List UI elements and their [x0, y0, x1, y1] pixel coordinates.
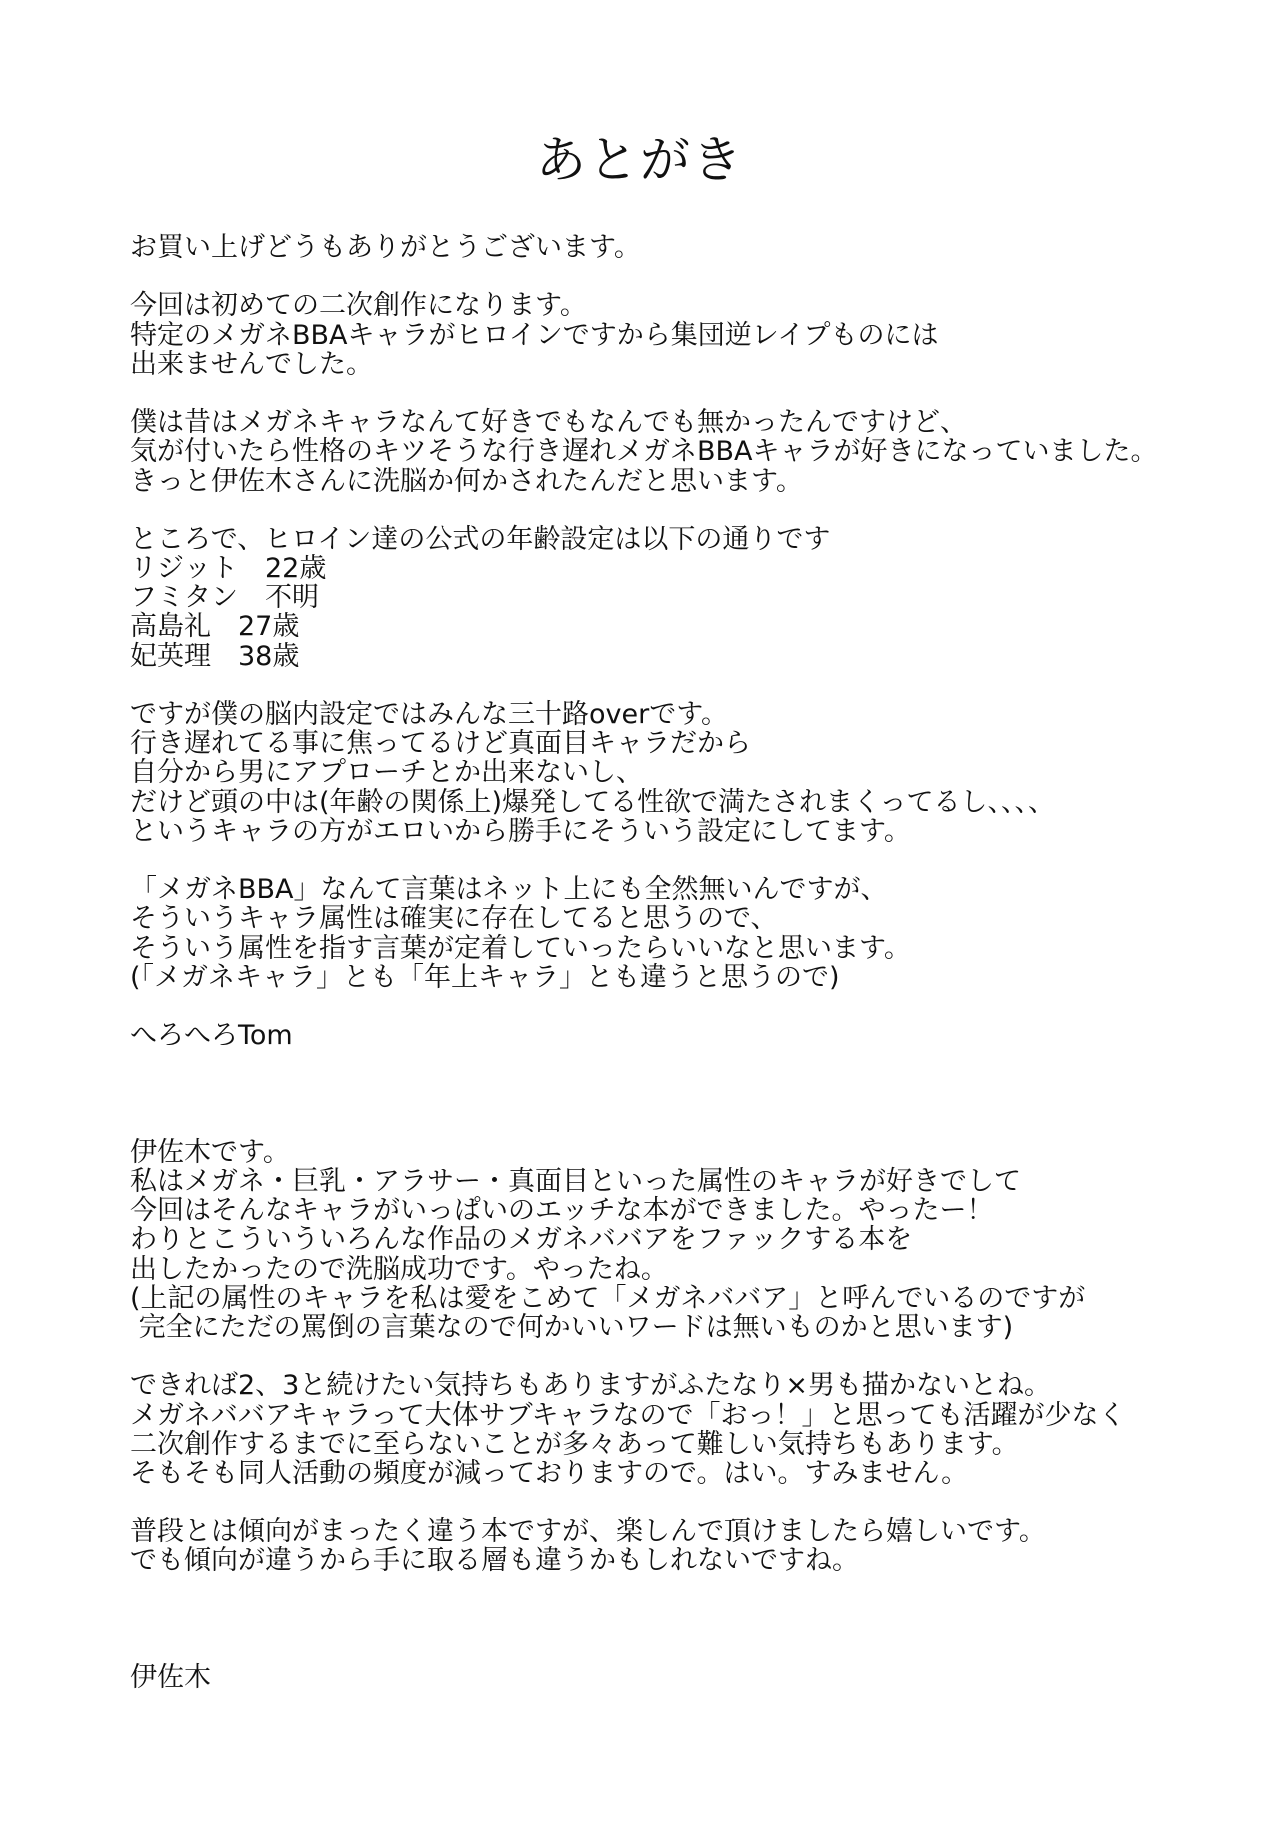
paragraph-gap: [130, 1050, 1240, 1138]
text-line: できれば2、3と続けたい気持ちもありますがふたなり×男も描かないとね。: [130, 1370, 1051, 1402]
text-line: 今回は初めての二次創作になります。: [130, 290, 587, 322]
text-line: というキャラの方がエロいから勝手にそういう設定にしてます。: [130, 815, 911, 847]
text-line: 僕は昔はメガネキャラなんて好きでもなんでも無かったんですけど、: [130, 407, 967, 439]
paragraph: [130, 233, 1240, 262]
text-line: 伊佐木です。: [130, 1136, 290, 1168]
text-line: そもそも同人活動の頻度が減っておりますので。はい。すみません。: [130, 1457, 969, 1489]
text-line: でも傾向が違うから手に取る層も違うかもしれないですね。: [130, 1545, 859, 1577]
paragraph: [130, 525, 1240, 671]
paragraph-gap: [130, 379, 1240, 408]
text-line: 特定のメガネBBAキャラがヒロインですから集団逆レイプものには: [130, 319, 939, 351]
text-line: (上記の属性のキャラを私は愛をこめて「メガネババア」と呼んでいるのですが: [130, 1282, 1086, 1314]
text-line: 普段とは傾向がまったく違う本ですが、楽しんで頂けましたら嬉しいです。: [130, 1516, 1046, 1548]
text-line: 二次創作するまでに至らないことが多々あって難しい気持ちもあります。: [130, 1428, 1019, 1460]
paragraph-gap: [130, 992, 1240, 1021]
text-line: お買い上げどうもありがとうございます。: [130, 232, 641, 263]
paragraph: [130, 700, 1240, 846]
text-line: だけど頭の中は(年齢の関係上)爆発してる性欲で満たされまくってるし、、、、: [130, 786, 1056, 818]
paragraph: [130, 1517, 1240, 1575]
text-line: 私はメガネ・巨乳・アラサー・真面目といった属性のキャラが好きでして: [130, 1166, 1021, 1198]
text-line: 自分から男にアプローチとか出来ないし、: [130, 757, 643, 789]
text-line: 高島礼 27歳: [130, 611, 300, 643]
text-line: 今回はそんなキャラがいっぱいのエッチな本ができました。やったー！: [130, 1195, 994, 1227]
text-line: メガネババアキャラって大体サブキャラなので「おっ！」と思っても活躍が少なく: [130, 1399, 1126, 1431]
text-line: ところで、ヒロイン達の公式の年齢設定は以下の通りです: [130, 523, 831, 555]
text-line: そういう属性を指す言葉が定着していったらいいなと思います。: [130, 932, 911, 964]
paragraph-gap: [130, 1576, 1240, 1664]
paragraph: [130, 1663, 1240, 1692]
text-line: わりとこういういろんな作品のメガネババアをファックする本を: [130, 1224, 913, 1256]
text-line: 出来ませんでした。: [130, 348, 373, 380]
text-line: 伊佐木: [130, 1662, 211, 1694]
text-line: (「メガネキャラ」とも「年上キャラ」とも違うと思うので): [130, 961, 840, 993]
text-line: ですが僕の脳内設定ではみんな三十路overです。: [130, 699, 729, 730]
paragraph: [130, 1371, 1240, 1488]
page-title: あとがき: [536, 131, 744, 189]
paragraph-gap: [130, 262, 1240, 291]
text-line: フミタン 不明: [130, 582, 319, 614]
paragraph: [130, 291, 1240, 379]
text-line: 完全にただの罵倒の言葉なので何かいいワードは無いものかと思います): [130, 1311, 1014, 1343]
paragraph: [130, 1138, 1240, 1342]
paragraph-gap: [130, 496, 1240, 525]
paragraph: [130, 875, 1240, 992]
text-line: 妃英理 38歳: [130, 640, 300, 672]
text-line: 気が付いたら性格のキツそうな行き遅れメガネBBAキャラが好きになっていました。: [130, 436, 1158, 468]
text-line: 出したかったので洗脳成功です。やったね。: [130, 1253, 668, 1285]
text-line: 行き遅れてる事に焦ってるけど真面目キャラだから: [130, 728, 751, 760]
paragraph: [130, 408, 1240, 496]
paragraph: [130, 1021, 1240, 1050]
afterword-body: [130, 233, 1240, 1692]
text-line: きっと伊佐木さんに洗脳か何かされたんだと思います。: [130, 465, 803, 497]
paragraph-gap: [130, 671, 1240, 700]
text-line: そういうキャラ属性は確実に存在してると思うので、: [130, 903, 778, 935]
paragraph-gap: [130, 1488, 1240, 1517]
text-line: へろへろTom: [130, 1020, 293, 1052]
text-line: リジット 22歳: [130, 553, 327, 585]
paragraph-gap: [130, 846, 1240, 875]
text-line: 「メガネBBA」なんて言葉はネット上にも全然無いんですが、: [130, 874, 888, 906]
paragraph-gap: [130, 1342, 1240, 1371]
